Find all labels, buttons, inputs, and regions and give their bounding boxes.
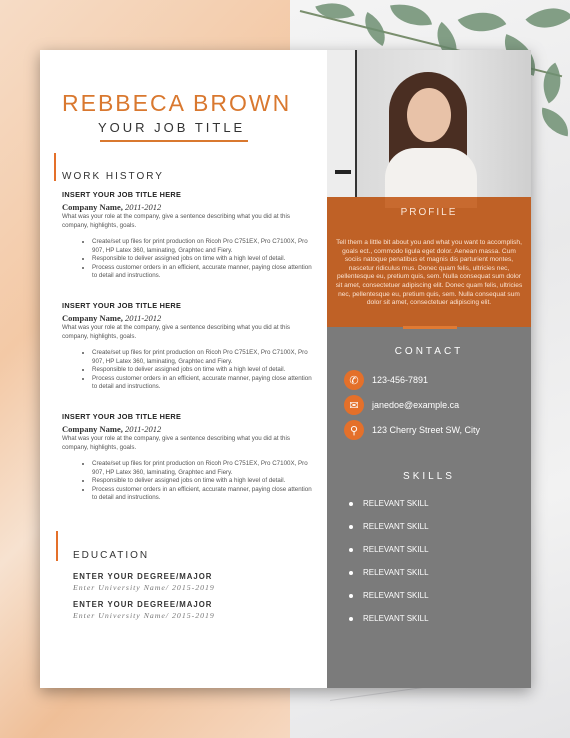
street-address: 123 Cherry Street SW, City — [372, 425, 481, 435]
job-dates: 2011-2012 — [125, 313, 162, 323]
education-dates: 2015-2019 — [172, 583, 215, 592]
job-bullet: • Responsible to deliver assigned jobs on time with a high level of detail. — [92, 366, 317, 375]
resume-main-column — [40, 50, 327, 688]
skill-item: RELEVANT SKILL — [349, 591, 429, 600]
contact-address — [344, 420, 480, 440]
job-bullet: • Process customer orders in an efficient, accurate manner, paying close attention to detail and instructions. — [92, 486, 317, 503]
contact-phone — [344, 370, 428, 390]
job-bullets — [62, 238, 317, 281]
contact-email — [344, 395, 459, 415]
job-description: What was your role at the company, give a sentence describing what you did at this company, highlights, goals. — [62, 324, 290, 340]
job-description: What was your role at the company, give a sentence describing what you did at this company, highlights, goals. — [62, 435, 290, 451]
section-accent-bar — [56, 531, 58, 561]
title-underline — [100, 140, 248, 142]
job-bullet: • Create/set up files for print production on Ricoh Pro C751EX, Pro C7100X, Pro 907, HP Latex 360, laminating, Graphtec and Fiery. — [92, 349, 317, 366]
job-bullet: • Responsible to deliver assigned jobs on time with a high level of detail. — [92, 255, 317, 264]
job-bullet: • Process customer orders in an efficient, accurate manner, paying close attention to detail and instructions. — [92, 264, 317, 281]
job-title: INSERT YOUR JOB TITLE HERE — [62, 190, 182, 199]
education-heading: EDUCATION — [73, 550, 150, 561]
education-entry — [73, 572, 313, 592]
skill-item: RELEVANT SKILL — [349, 568, 429, 577]
job-dates: 2011-2012 — [125, 424, 162, 434]
university: Enter University Name/ 2015-2019 — [73, 583, 215, 592]
resume-name: REBBECA BROWN — [62, 90, 292, 116]
university: Enter University Name/ 2015-2019 — [73, 611, 215, 620]
profile-heading: PROFILE — [400, 207, 458, 218]
company-name: Company Name, 2011-2012 — [62, 202, 162, 212]
job-entry — [62, 301, 317, 392]
education-entry — [73, 600, 313, 620]
resume-page — [40, 50, 531, 688]
company-name: Company Name, 2011-2012 — [62, 424, 162, 434]
job-dates: 2011-2012 — [125, 202, 162, 212]
phone-icon: ✆ — [344, 370, 364, 390]
resume-job-title: YOUR JOB TITLE — [98, 120, 246, 135]
job-bullet: • Create/set up files for print production on Ricoh Pro C751EX, Pro C7100X, Pro 907, HP Latex 360, laminating, Graphtec and Fiery. — [92, 460, 317, 477]
profile-accent-tab — [403, 326, 457, 329]
profile-photo — [327, 50, 531, 197]
resume-sidebar — [327, 50, 531, 688]
degree: ENTER YOUR DEGREE/MAJOR — [73, 572, 213, 581]
skills-heading: SKILLS — [403, 471, 455, 482]
education-dates: 2015-2019 — [172, 611, 215, 620]
company-name: Company Name, 2011-2012 — [62, 313, 162, 323]
profile-section — [327, 197, 531, 327]
section-accent-bar — [54, 153, 56, 181]
work-history-heading: WORK HISTORY — [62, 171, 164, 182]
skill-item: RELEVANT SKILL — [349, 522, 429, 531]
job-description: What was your role at the company, give a sentence describing what you did at this company, highlights, goals. — [62, 213, 290, 229]
job-bullets — [62, 460, 317, 503]
job-title: INSERT YOUR JOB TITLE HERE — [62, 301, 182, 310]
job-entry — [62, 412, 317, 503]
email-icon: ✉ — [344, 395, 364, 415]
contact-heading: CONTACT — [394, 346, 464, 357]
job-bullet: • Process customer orders in an efficient, accurate manner, paying close attention to detail and instructions. — [92, 375, 317, 392]
job-title: INSERT YOUR JOB TITLE HERE — [62, 412, 182, 421]
job-bullet: • Create/set up files for print production on Ricoh Pro C751EX, Pro C7100X, Pro 907, HP Latex 360, laminating, Graphtec and Fiery. — [92, 238, 317, 255]
degree: ENTER YOUR DEGREE/MAJOR — [73, 600, 213, 609]
job-entry — [62, 190, 317, 281]
profile-text: Tell them a little bit about you and what you want to accomplish, goals ect., commodo ligula eget dolor. Aenean massa. Cum sociis natoque penatibus et magnis dis parturient montes, nascetur ridiculus mus. Donec quam felis, ultricies nec, pellentesque eu, pretium quis, sem. Nulla consequat sum dolor sit amet, consectetuer adipiscing elit. Donec quam felis, ultricies nec, pellentesque eu, pretium quis, sem. Nulla consequat sum dolor sit amet, consectetuer adipiscing elit. — [335, 239, 523, 307]
skill-item: RELEVANT SKILL — [349, 499, 429, 508]
skill-item: RELEVANT SKILL — [349, 545, 429, 554]
skill-item: RELEVANT SKILL — [349, 614, 429, 623]
phone-number: 123-456-7891 — [372, 375, 429, 385]
email-address: janedoe@example.ca — [372, 400, 460, 410]
job-bullet: • Responsible to deliver assigned jobs on time with a high level of detail. — [92, 477, 317, 486]
location-pin-icon: ⚲ — [344, 420, 364, 440]
job-bullets — [62, 349, 317, 392]
